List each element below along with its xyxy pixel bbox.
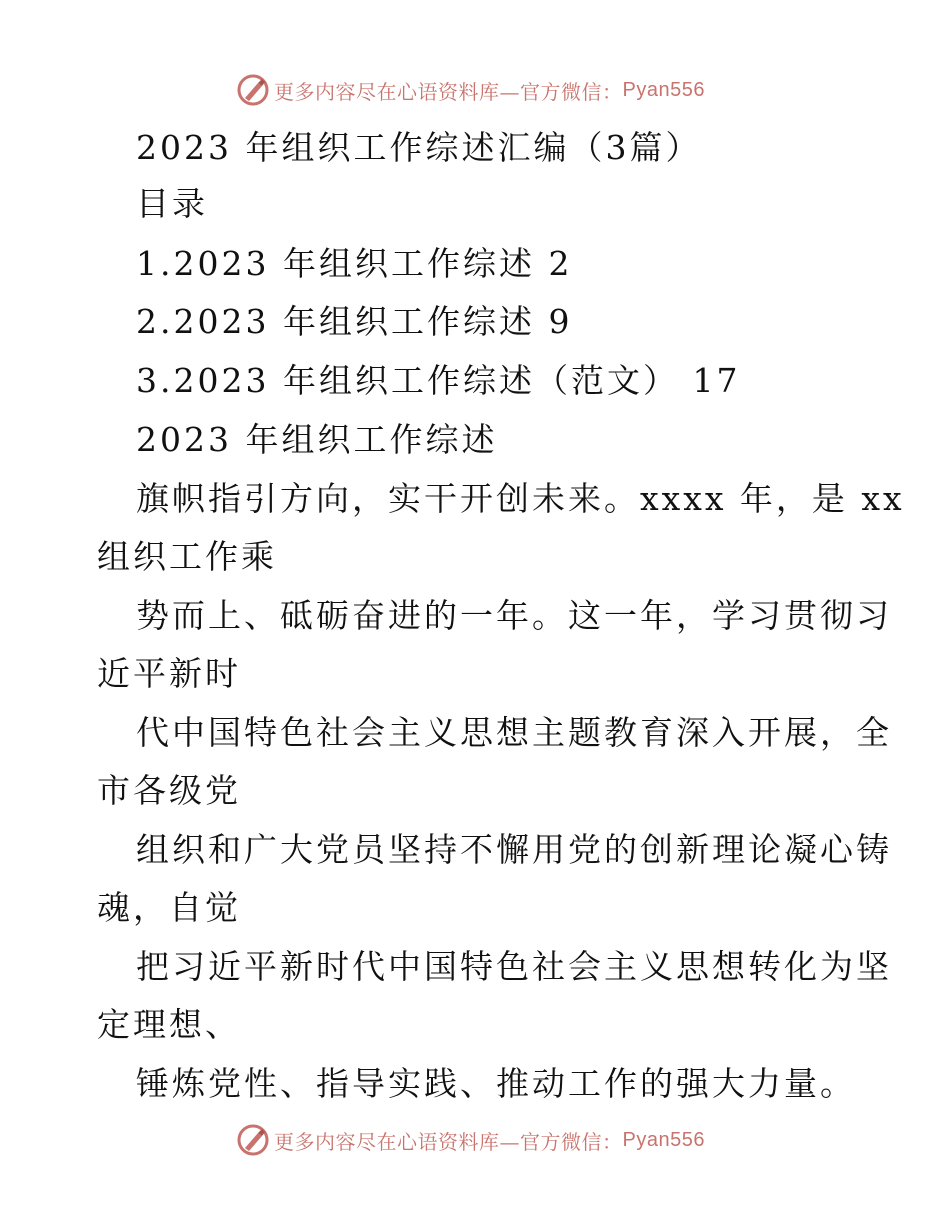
watermark-text: 更多内容尽在心语资料库—官方微信： <box>274 1129 623 1154</box>
pen-logo-icon <box>236 1123 270 1157</box>
toc-item: 2.2023 年组织工作综述 9 <box>136 302 573 341</box>
watermark-text: 更多内容尽在心语资料库—官方微信： <box>274 79 623 104</box>
section-title: 2023 年组织工作综述 <box>136 420 498 459</box>
body-line: 近平新时 <box>97 654 241 693</box>
watermark-footer <box>236 1122 705 1158</box>
body-line: 代中国特色社会主义思想主题教育深入开展，全 <box>136 713 892 752</box>
pen-logo-icon <box>236 73 270 107</box>
watermark-wechat-id: Pyan556 <box>622 1128 705 1151</box>
watermark-header <box>236 72 705 108</box>
body-line: 市各级党 <box>97 771 241 810</box>
body-line: 把习近平新时代中国特色社会主义思想转化为坚 <box>136 947 892 986</box>
body-line: 势而上、砥砺奋进的一年。这一年，学习贯彻习 <box>136 596 892 635</box>
toc-item: 3.2023 年组织工作综述（范文） 17 <box>136 361 741 400</box>
watermark-wechat-id: Pyan556 <box>622 78 705 101</box>
body-line: 旗帜指引方向，实干开创未来。xxxx 年，是 xx <box>136 479 905 518</box>
toc-heading: 目录 <box>136 184 208 223</box>
body-line: 锤炼党性、指导实践、推动工作的强大力量。 <box>136 1064 856 1103</box>
body-line: 定理想、 <box>97 1005 241 1044</box>
body-line: 组织和广大党员坚持不懈用党的创新理论凝心铸 <box>136 830 892 869</box>
body-line: 魂，自觉 <box>97 888 241 927</box>
document-title: 2023 年组织工作综述汇编（3篇） <box>136 128 702 167</box>
body-line: 组织工作乘 <box>97 537 277 576</box>
toc-item: 1.2023 年组织工作综述 2 <box>136 244 573 283</box>
